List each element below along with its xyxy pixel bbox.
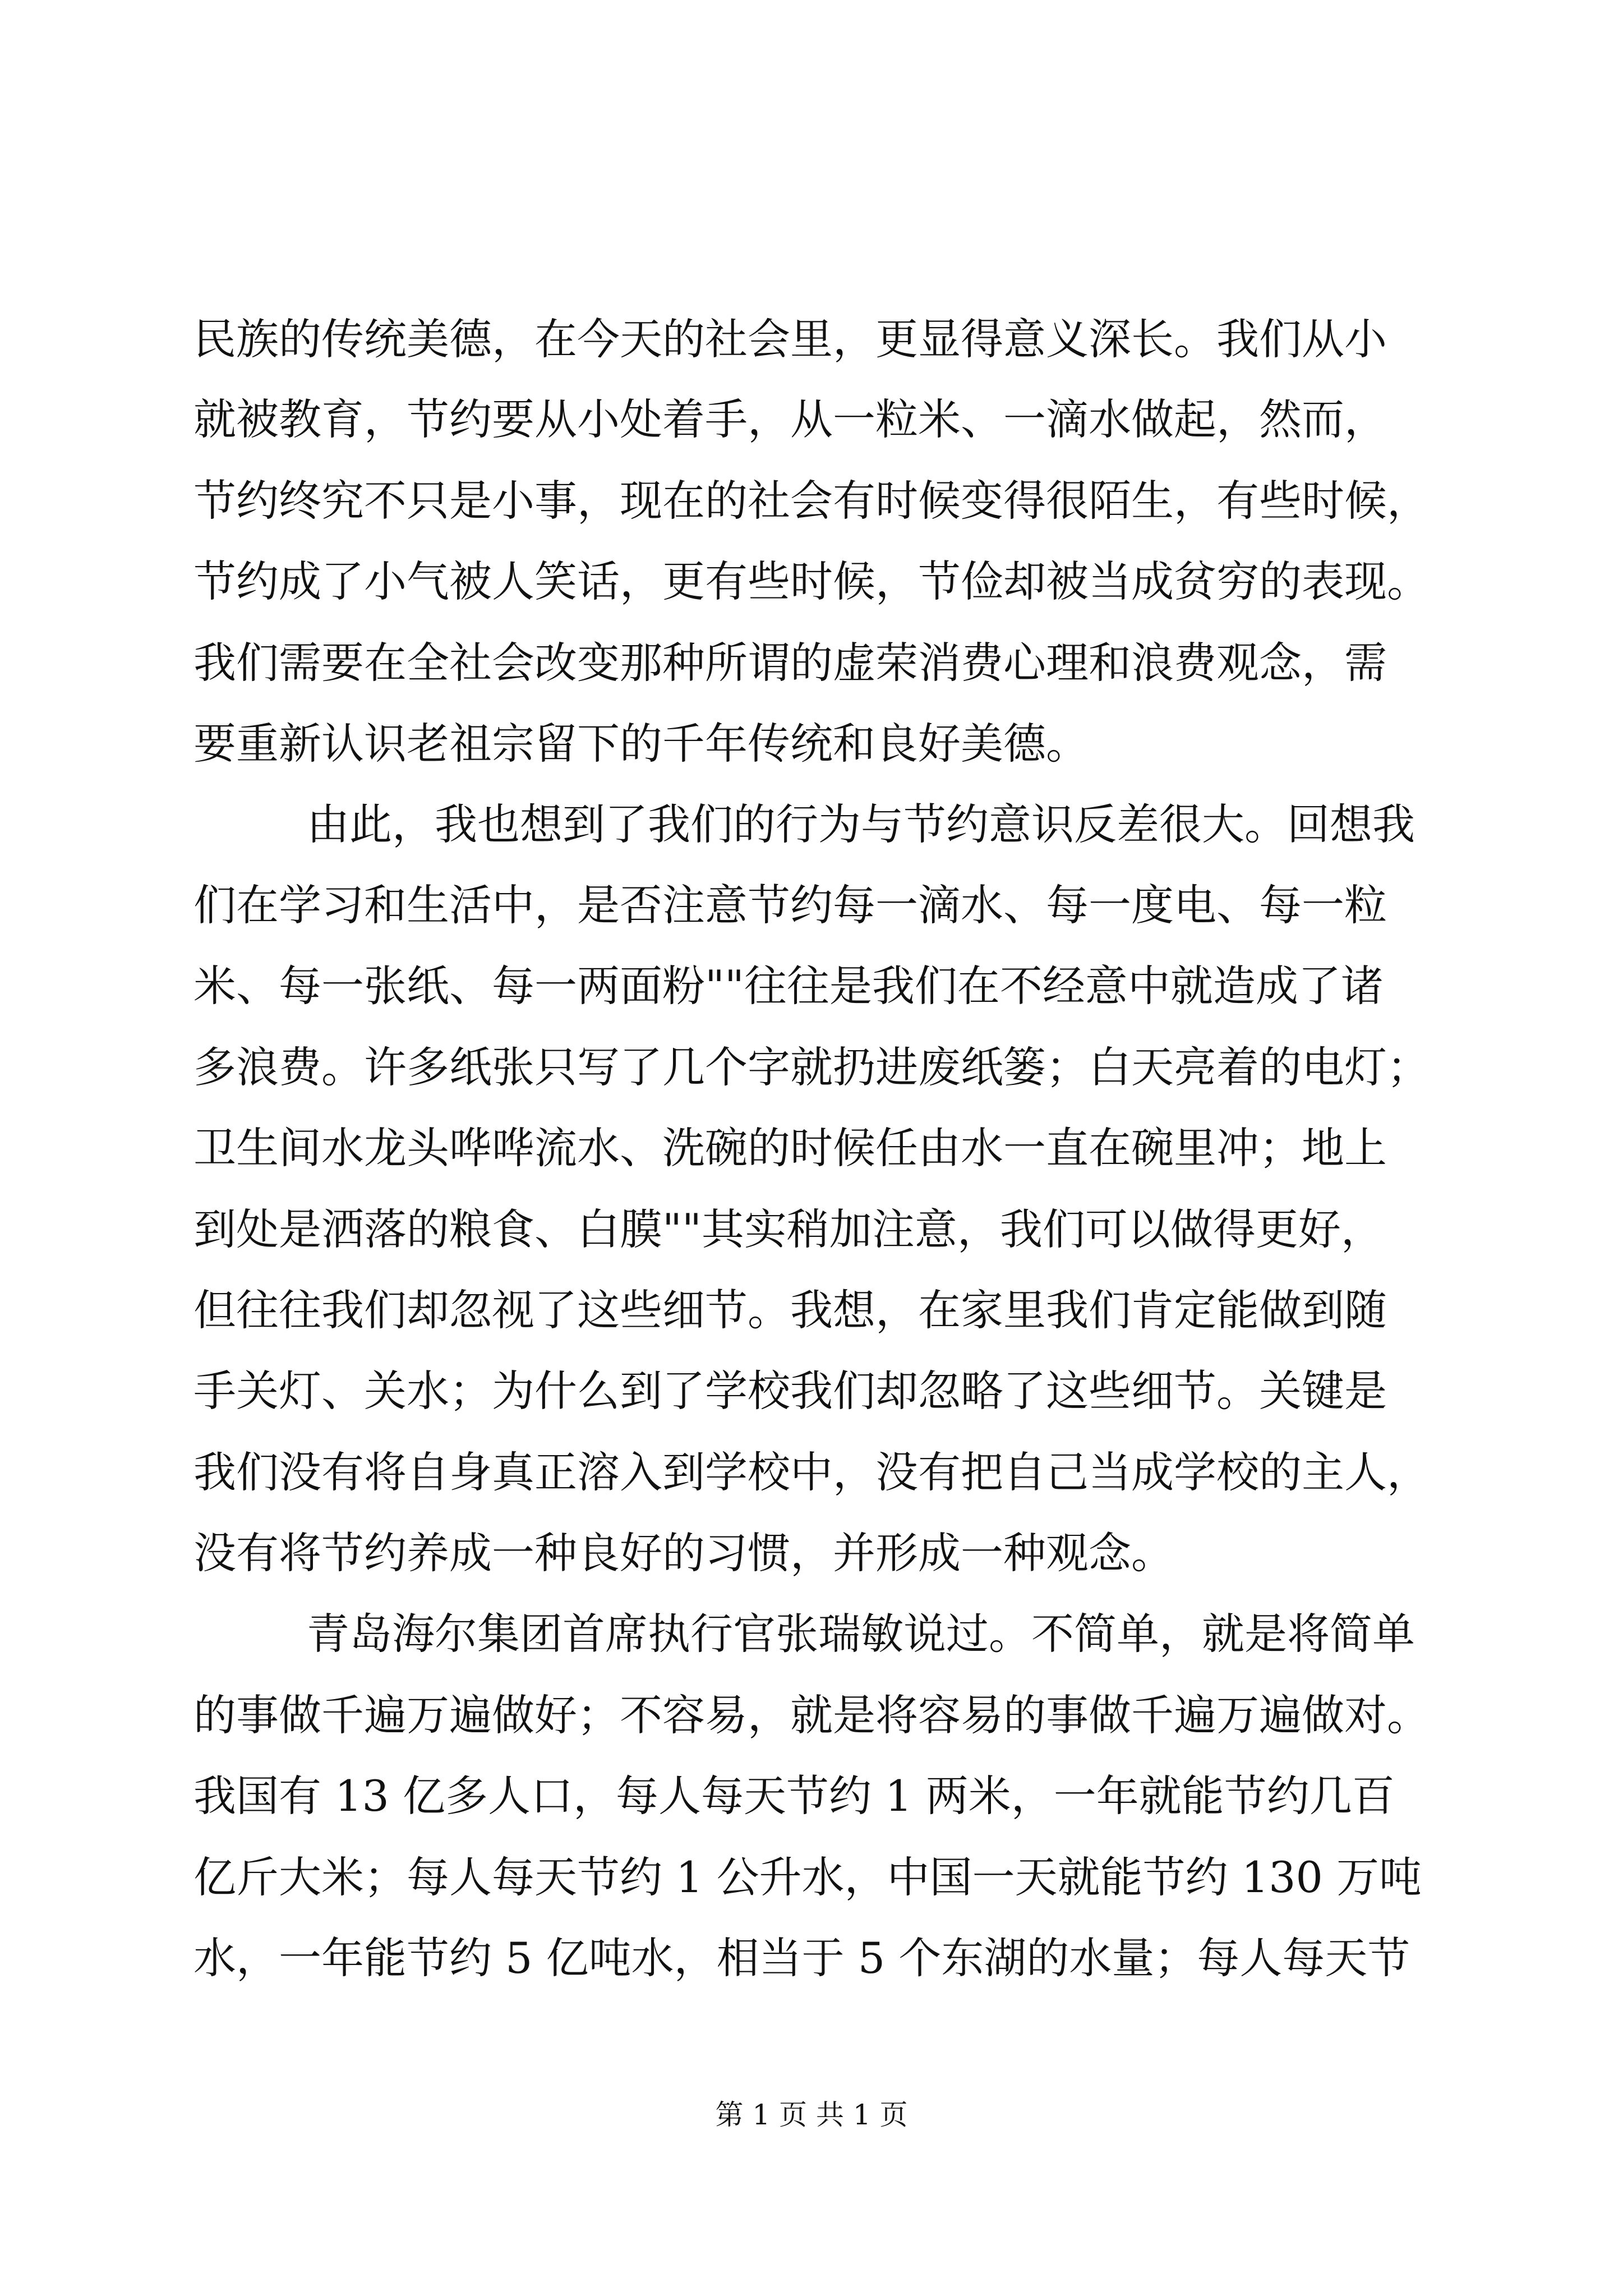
body-line: 民族的传统美德，在今天的社会里，更显得意义深长。我们从小 [193, 314, 1387, 364]
body-line: 节约成了小气被人笑话，更有些时候，节俭却被当成贫穷的表现。 [193, 556, 1430, 606]
body-line: 水，一年能节约 5 亿吨水，相当于 5 个东湖的水量；每人每天节 [193, 1933, 1410, 1983]
body-line: 卫生间水龙头哗哗流水、洗碗的时候任由水一直在碗里冲；地上 [193, 1123, 1387, 1173]
page-number-footer: 第 1 页 共 1 页 [715, 2099, 908, 2131]
body-line: 就被教育，节约要从小处着手，从一粒米、一滴水做起，然而， [193, 394, 1387, 444]
body-line: 我们没有将自身真正溶入到学校中，没有把自己当成学校的主人， [193, 1447, 1430, 1497]
body-line: 节约终究不只是小事，现在的社会有时候变得很陌生，有些时候， [193, 476, 1430, 526]
paragraph-start-line: 青岛海尔集团首席执行官张瑞敏说过。不简单，就是将简单 [307, 1609, 1415, 1659]
body-line: 我国有 13 亿多人口，每人每天节约 1 两米，一年就能节约几百 [193, 1771, 1395, 1821]
paragraph-start-line: 由此，我也想到了我们的行为与节约意识反差很大。回想我 [307, 799, 1415, 849]
body-line: 要重新认识老祖宗留下的千年传统和良好美德。 [193, 719, 1089, 769]
body-line: 们在学习和生活中，是否注意节约每一滴水、每一度电、每一粒 [193, 880, 1387, 930]
body-line: 多浪费。许多纸张只写了几个字就扔进废纸篓；白天亮着的电灯； [193, 1042, 1430, 1092]
body-line: 我们需要在全社会改变那种所谓的虚荣消费心理和浪费观念，需 [193, 638, 1387, 688]
body-line: 但往往我们却忽视了这些细节。我想，在家里我们肯定能做到随 [193, 1285, 1387, 1335]
body-line: 手关灯、关水；为什么到了学校我们却忽略了这些细节。关键是 [193, 1366, 1387, 1416]
body-line: 的事做千遍万遍做好；不容易，就是将容易的事做千遍万遍做对。 [193, 1690, 1430, 1740]
body-line: 没有将节约养成一种良好的习惯，并形成一种观念。 [193, 1528, 1174, 1578]
body-line: 亿斤大米；每人每天节约 1 公升水，中国一天就能节约 130 万吨 [193, 1852, 1422, 1902]
body-line: 米、每一张纸、每一两面粉""往往是我们在不经意中就造成了诸 [193, 961, 1384, 1011]
body-line: 到处是洒落的粮食、白膜""其实稍加注意，我们可以做得更好， [193, 1204, 1384, 1254]
